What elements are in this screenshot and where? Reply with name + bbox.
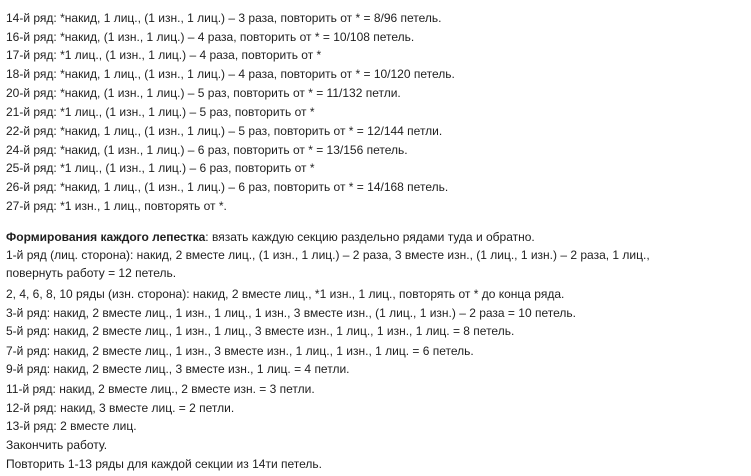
finish-work bbox=[6, 436, 107, 455]
petal-line-text: Закончить работу. bbox=[6, 438, 108, 452]
section-heading-line bbox=[6, 228, 535, 247]
row-20 bbox=[6, 84, 401, 103]
petal-row-3 bbox=[6, 304, 576, 323]
row-16 bbox=[6, 28, 414, 47]
row-24 bbox=[6, 141, 408, 160]
row-17 bbox=[6, 46, 321, 65]
row-text: *1 лиц., (1 изн., 1 лиц.) – 6 раз, повторить от * bbox=[60, 161, 315, 175]
petal-line-text: 1-й ряд (лиц. сторона): накид, 2 вместе лиц., (1 изн., 1 лиц.) – 2 раза, 3 вместе изн., (1 лиц., 1 изн.) – 2 раза, 1 лиц., bbox=[6, 248, 650, 262]
row-label: 22-й ряд: bbox=[6, 124, 57, 138]
petal-line-text: 5-й ряд: накид, 2 вместе лиц., 1 изн., 1 лиц., 3 вместе изн., 1 лиц., 1 изн., 1 лиц. = 8 петель. bbox=[6, 324, 515, 338]
row-label: 20-й ряд: bbox=[6, 86, 57, 100]
petal-line-text: повернуть работу = 12 петель. bbox=[6, 266, 177, 280]
row-27 bbox=[6, 197, 227, 216]
repeat-instruction bbox=[6, 455, 322, 474]
petal-row-11 bbox=[6, 380, 315, 399]
row-22 bbox=[6, 122, 442, 141]
petal-rows-even bbox=[6, 285, 564, 304]
petal-line-text: 2, 4, 6, 8, 10 ряды (изн. сторона): накид, 2 вместе лиц., *1 изн., 1 лиц., повторять от * до конца ряда. bbox=[6, 287, 565, 301]
petal-row-13 bbox=[6, 417, 137, 436]
row-text: *1 лиц., (1 изн., 1 лиц.) – 5 раз, повторить от * bbox=[60, 105, 315, 119]
petal-row-12 bbox=[6, 399, 234, 418]
row-label: 14-й ряд: bbox=[6, 11, 57, 25]
row-text: *накид, 1 лиц., (1 изн., 1 лиц.) – 6 раз, повторить от * = 14/168 петель. bbox=[60, 180, 449, 194]
row-text: *накид, 1 лиц., (1 изн., 1 лиц.) – 5 раз, повторить от * = 12/144 петли. bbox=[60, 124, 443, 138]
row-21 bbox=[6, 103, 315, 122]
row-26 bbox=[6, 178, 448, 197]
petal-line-text: 13-й ряд: 2 вместе лиц. bbox=[6, 419, 137, 433]
row-text: *накид, (1 изн., 1 лиц.) – 6 раз, повторить от * = 13/156 петель. bbox=[60, 143, 408, 157]
row-label: 17-й ряд: bbox=[6, 48, 57, 62]
petal-row-9 bbox=[6, 360, 349, 379]
petal-line-text: 12-й ряд: накид, 3 вместе лиц. = 2 петли. bbox=[6, 401, 235, 415]
section-heading: Формирования каждого лепестка bbox=[6, 230, 206, 244]
row-label: 25-й ряд: bbox=[6, 161, 57, 175]
row-text: *1 изн., 1 лиц., повторять от *. bbox=[60, 199, 227, 213]
row-label: 24-й ряд: bbox=[6, 143, 57, 157]
row-text: *накид, (1 изн., 1 лиц.) – 4 раза, повторить от * = 10/108 петель. bbox=[60, 30, 415, 44]
petal-line-text: 7-й ряд: накид, 2 вместе лиц., 1 изн., 3 вместе изн., 1 лиц., 1 изн., 1 лиц. = 6 петель. bbox=[6, 344, 474, 358]
row-label: 18-й ряд: bbox=[6, 67, 57, 81]
petal-row-1-cont bbox=[6, 264, 176, 283]
petal-line-text: 3-й ряд: накид, 2 вместе лиц., 1 изн., 1 лиц., 1 изн., 3 вместе изн., (1 лиц., 1 изн.) – 2 раза = 10 петель. bbox=[6, 306, 576, 320]
row-text: *1 лиц., (1 изн., 1 лиц.) – 4 раза, повторить от * bbox=[60, 48, 322, 62]
petal-row-1 bbox=[6, 246, 650, 265]
row-text: *накид, (1 изн., 1 лиц.) – 5 раз, повторить от * = 11/132 петли. bbox=[60, 86, 401, 100]
section-intro: : вязать каждую секцию раздельно рядами туда и обратно. bbox=[205, 230, 535, 244]
row-18 bbox=[6, 65, 455, 84]
petal-line-text: Повторить 1-13 ряды для каждой секции из 14ти петель. bbox=[6, 457, 322, 471]
row-text: *накид, 1 лиц., (1 изн., 1 лиц.) – 3 раза, повторить от * = 8/96 петель. bbox=[60, 11, 442, 25]
row-label: 21-й ряд: bbox=[6, 105, 57, 119]
row-label: 27-й ряд: bbox=[6, 199, 57, 213]
row-label: 16-й ряд: bbox=[6, 30, 57, 44]
petal-line-text: 9-й ряд: накид, 2 вместе лиц., 3 вместе изн., 1 лиц. = 4 петли. bbox=[6, 362, 350, 376]
petal-row-7 bbox=[6, 342, 474, 361]
row-25 bbox=[6, 159, 315, 178]
row-label: 26-й ряд: bbox=[6, 180, 57, 194]
petal-row-5 bbox=[6, 322, 514, 341]
row-text: *накид, 1 лиц., (1 изн., 1 лиц.) – 4 раза, повторить от * = 10/120 петель. bbox=[60, 67, 455, 81]
row-14 bbox=[6, 9, 442, 28]
petal-line-text: 11-й ряд: накид, 2 вместе лиц., 2 вместе изн. = 3 петли. bbox=[6, 382, 315, 396]
